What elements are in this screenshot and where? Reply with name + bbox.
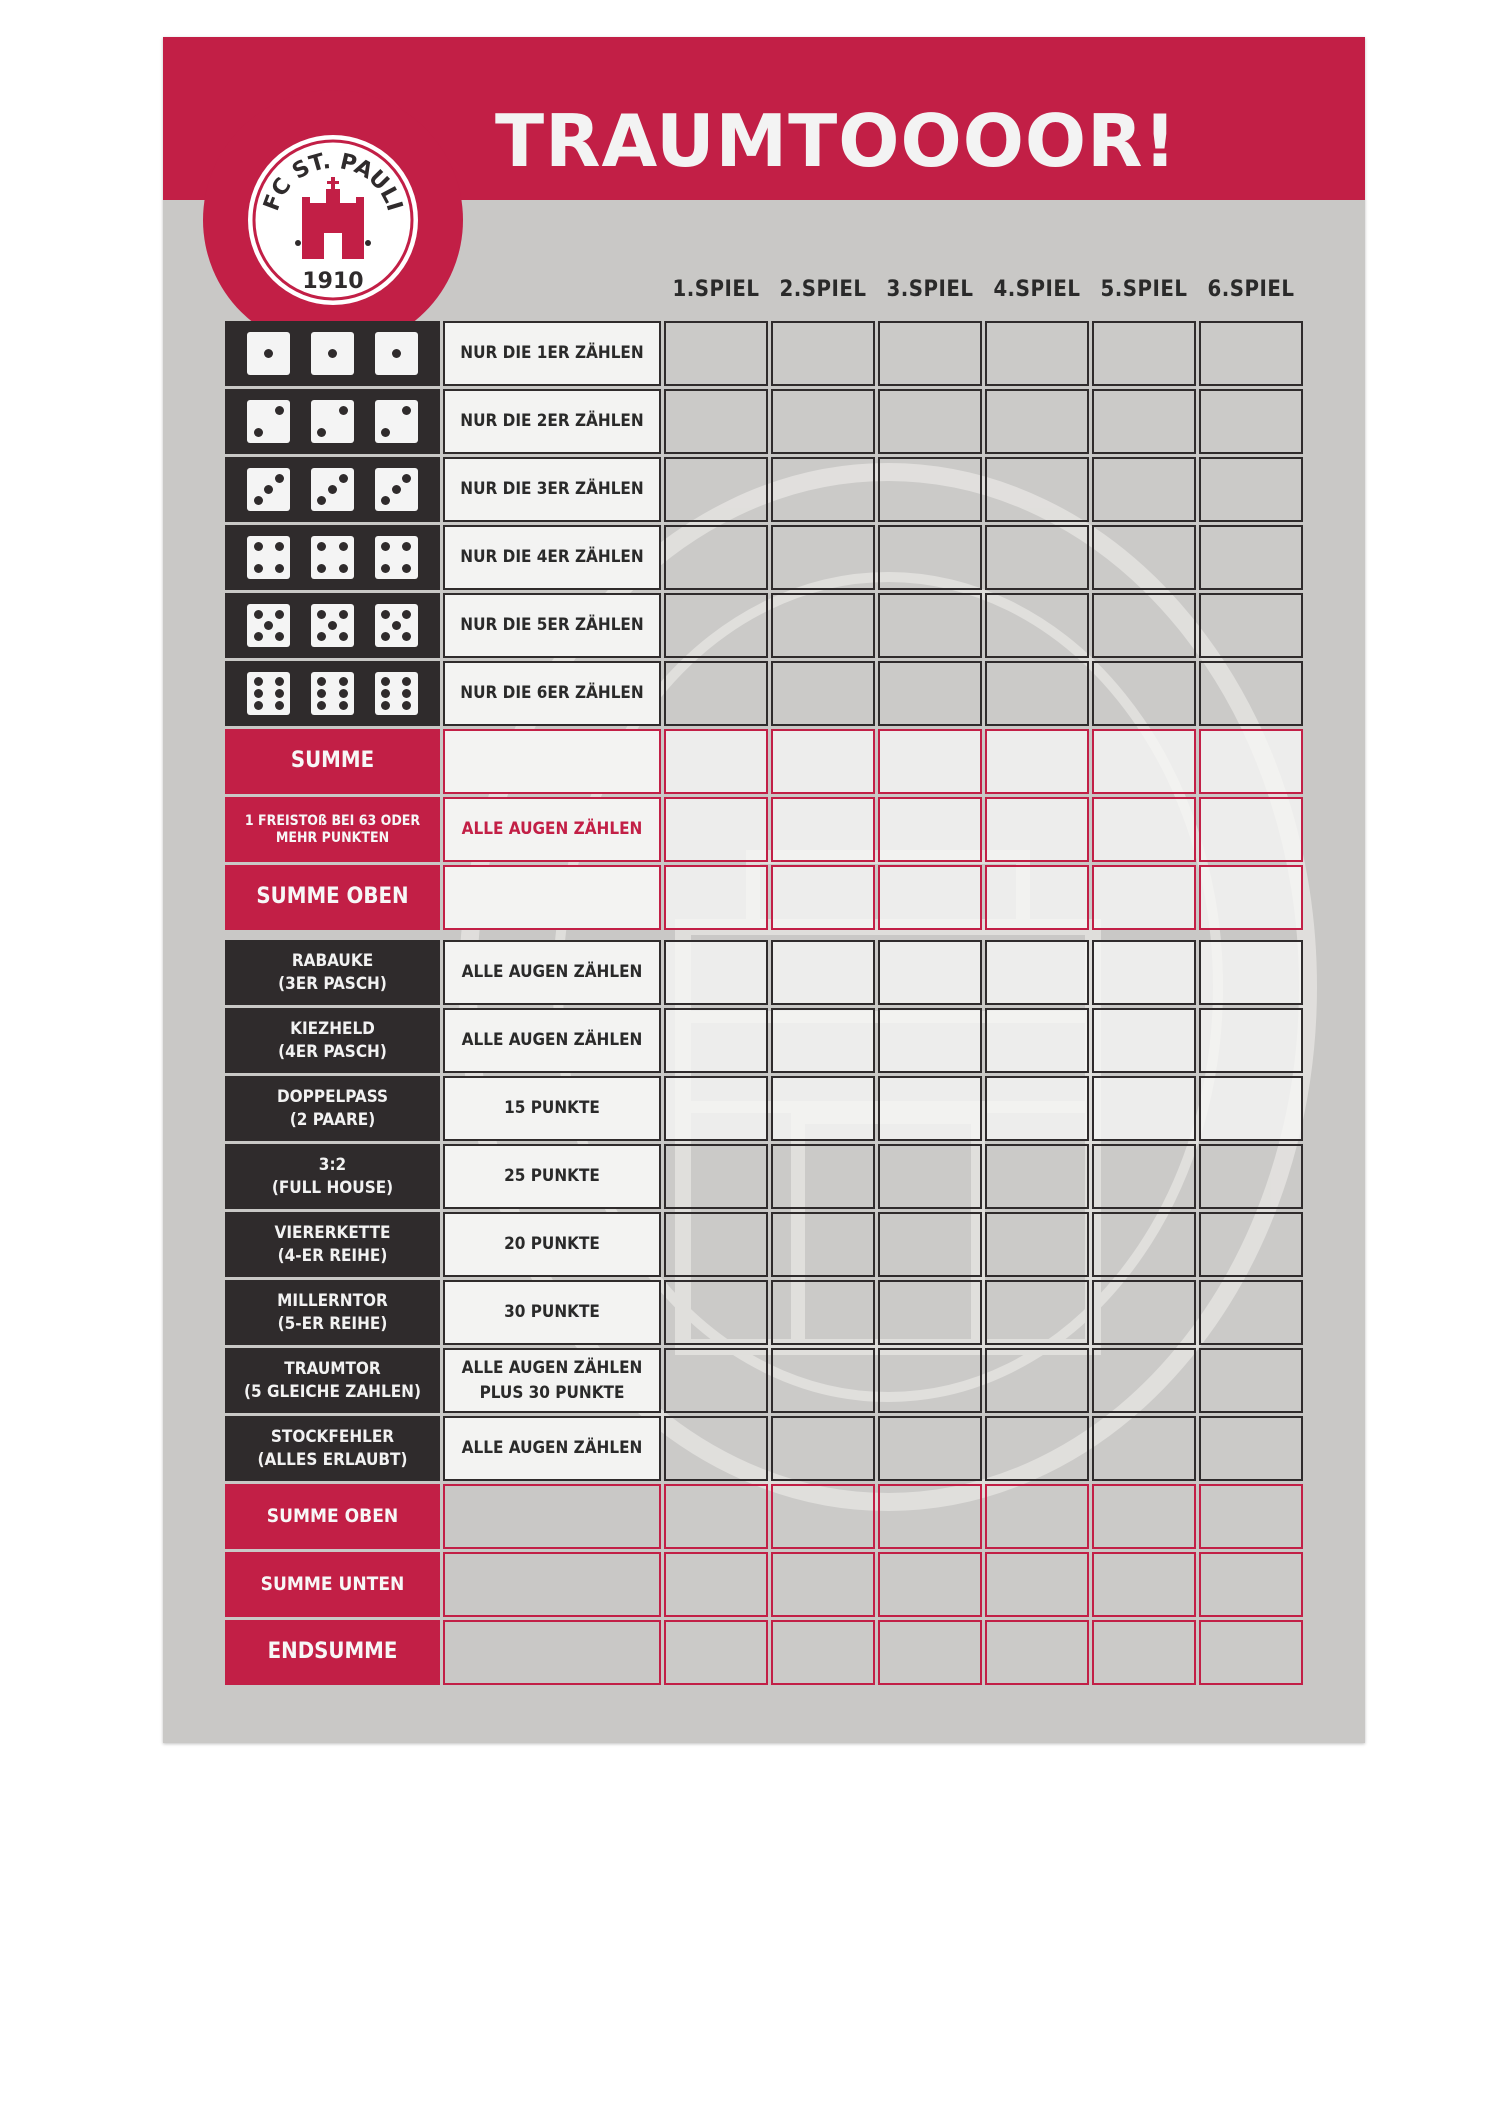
rule-description <box>443 321 661 386</box>
die-icon <box>247 672 290 715</box>
dice-panel <box>225 525 440 590</box>
score-cell[interactable] <box>985 1484 1089 1549</box>
pip <box>328 349 337 358</box>
die-icon <box>375 604 418 647</box>
score-cell[interactable] <box>985 729 1089 794</box>
score-cell[interactable] <box>1199 1076 1303 1141</box>
final-total-label <box>225 1552 440 1617</box>
pip <box>381 496 390 505</box>
die-icon <box>247 332 290 375</box>
row-subtitle: (5-ER REIHE) <box>277 1313 388 1334</box>
score-cell[interactable] <box>985 593 1089 658</box>
score-cell[interactable] <box>664 1416 768 1481</box>
pip <box>339 689 348 698</box>
rule-description <box>443 1280 661 1345</box>
pip <box>402 406 411 415</box>
row-subtitle: (3ER PASCH) <box>278 973 387 994</box>
rule-description <box>443 940 661 1005</box>
pip <box>328 621 337 630</box>
pip <box>402 677 411 686</box>
lower-row-label <box>225 1144 440 1209</box>
pip <box>339 610 348 619</box>
score-cell[interactable] <box>771 661 875 726</box>
score-cell[interactable] <box>878 389 982 454</box>
score-cell[interactable] <box>771 865 875 930</box>
row-subtitle: (ALLES ERLAUBT) <box>257 1449 408 1470</box>
score-cell[interactable] <box>985 940 1089 1005</box>
score-cell[interactable] <box>1092 1416 1196 1481</box>
rule-text: NUR DIE 3ER ZÄHLEN <box>460 479 644 500</box>
score-cell[interactable] <box>664 457 768 522</box>
column-header: 2.SPIEL <box>779 277 867 302</box>
row-name: RABAUKE <box>291 951 374 972</box>
score-cell[interactable] <box>1092 1620 1196 1685</box>
score-cell[interactable] <box>771 1416 875 1481</box>
score-cell[interactable] <box>1092 797 1196 862</box>
pip <box>254 542 263 551</box>
score-cell[interactable] <box>1092 1484 1196 1549</box>
score-cell[interactable] <box>664 865 768 930</box>
pip <box>392 485 401 494</box>
score-cell[interactable] <box>985 1212 1089 1277</box>
rule-description <box>443 525 661 590</box>
pip <box>402 564 411 573</box>
score-cell[interactable] <box>1092 1348 1196 1413</box>
score-cell[interactable] <box>878 1348 982 1413</box>
score-cell[interactable] <box>985 1620 1089 1685</box>
score-cell[interactable] <box>878 321 982 386</box>
pip <box>317 610 326 619</box>
score-cell[interactable] <box>878 729 982 794</box>
die-icon <box>375 672 418 715</box>
die-icon <box>375 468 418 511</box>
pip <box>381 701 390 710</box>
score-cell[interactable] <box>771 797 875 862</box>
score-cell[interactable] <box>985 1076 1089 1141</box>
rule-description <box>443 593 661 658</box>
dice-panel <box>225 321 440 386</box>
score-cell[interactable] <box>1199 1620 1303 1685</box>
score-cell[interactable] <box>1199 1552 1303 1617</box>
score-cell[interactable] <box>771 940 875 1005</box>
score-cell[interactable] <box>878 457 982 522</box>
score-cell[interactable] <box>1092 1076 1196 1141</box>
pip <box>264 349 273 358</box>
page-title: TRAUMTOOOOR! <box>495 99 1178 183</box>
pip <box>339 542 348 551</box>
score-cell[interactable] <box>1199 525 1303 590</box>
total-label-text: SUMME <box>290 748 375 774</box>
pip <box>339 701 348 710</box>
rule-description <box>443 1144 661 1209</box>
score-cell[interactable] <box>985 1144 1089 1209</box>
score-cell[interactable] <box>771 1144 875 1209</box>
score-cell[interactable] <box>878 1552 982 1617</box>
column-header: 3.SPIEL <box>886 277 974 302</box>
score-cell[interactable] <box>878 1280 982 1345</box>
score-cell[interactable] <box>1092 1280 1196 1345</box>
total-description <box>443 797 661 862</box>
score-cell[interactable] <box>985 321 1089 386</box>
score-cell[interactable] <box>664 1008 768 1073</box>
pip <box>317 689 326 698</box>
score-cell[interactable] <box>1092 1008 1196 1073</box>
score-cell[interactable] <box>1199 661 1303 726</box>
pip <box>402 632 411 641</box>
pip <box>317 428 326 437</box>
score-cell[interactable] <box>985 1552 1089 1617</box>
score-cell[interactable] <box>878 593 982 658</box>
score-cell[interactable] <box>664 1144 768 1209</box>
rule-text: 30 PUNKTE <box>504 1302 600 1323</box>
total-label-text: SUMME OBEN <box>266 1505 399 1528</box>
column-header: 5.SPIEL <box>1100 277 1188 302</box>
pip <box>381 428 390 437</box>
score-cell[interactable] <box>771 1620 875 1685</box>
upper-total-label <box>225 729 440 794</box>
pip <box>254 564 263 573</box>
score-cell[interactable] <box>664 1212 768 1277</box>
score-cell[interactable] <box>664 1076 768 1141</box>
pip <box>275 632 284 641</box>
pip <box>402 542 411 551</box>
die-icon <box>247 468 290 511</box>
score-cell[interactable] <box>1199 1008 1303 1073</box>
logo-year: 1910 <box>302 269 364 294</box>
score-cell[interactable] <box>664 1348 768 1413</box>
die-icon <box>375 536 418 579</box>
score-cell[interactable] <box>878 1144 982 1209</box>
score-cell[interactable] <box>1092 865 1196 930</box>
pip <box>381 632 390 641</box>
score-cell[interactable] <box>771 1348 875 1413</box>
lower-row-label <box>225 1076 440 1141</box>
score-cell[interactable] <box>878 1076 982 1141</box>
score-cell[interactable] <box>1092 940 1196 1005</box>
dice-panel <box>225 457 440 522</box>
row-name: MILLERNTOR <box>277 1291 388 1312</box>
pip <box>254 677 263 686</box>
rule-text: 20 PUNKTE <box>504 1234 600 1255</box>
score-cell[interactable] <box>878 1416 982 1481</box>
die-icon <box>375 332 418 375</box>
pip <box>275 564 284 573</box>
die-icon <box>311 468 354 511</box>
total-label-text: 1 FREISTOß BEI 63 ODER MEHR PUNKTEN <box>244 812 421 846</box>
row-name: DOPPELPASS <box>276 1087 389 1108</box>
score-cell[interactable] <box>664 661 768 726</box>
pip <box>381 542 390 551</box>
score-cell[interactable] <box>985 661 1089 726</box>
pip <box>381 689 390 698</box>
die-icon <box>311 536 354 579</box>
score-cell[interactable] <box>771 1484 875 1549</box>
lower-row-label <box>225 1280 440 1345</box>
pip <box>402 689 411 698</box>
pip <box>275 701 284 710</box>
pip <box>254 610 263 619</box>
final-total-label <box>225 1484 440 1549</box>
pip <box>275 677 284 686</box>
score-cell[interactable] <box>771 593 875 658</box>
score-cell[interactable] <box>878 1008 982 1073</box>
logo-arc-text: FC ST. PAULI <box>259 148 407 215</box>
row-subtitle: (FULL HOUSE) <box>271 1177 394 1198</box>
rule-text: NUR DIE 5ER ZÄHLEN <box>460 615 644 636</box>
score-cell[interactable] <box>664 525 768 590</box>
pip <box>381 610 390 619</box>
score-cell[interactable] <box>878 1212 982 1277</box>
score-cell[interactable] <box>664 1280 768 1345</box>
score-cell[interactable] <box>1199 797 1303 862</box>
rule-description <box>443 457 661 522</box>
score-cell[interactable] <box>1092 729 1196 794</box>
score-cell[interactable] <box>664 1552 768 1617</box>
score-cell[interactable] <box>664 797 768 862</box>
total-description <box>443 1620 661 1685</box>
row-subtitle: (4ER PASCH) <box>278 1041 387 1062</box>
total-description <box>443 1552 661 1617</box>
die-icon <box>311 400 354 443</box>
score-cell[interactable] <box>771 321 875 386</box>
pip <box>275 474 284 483</box>
total-description <box>443 1484 661 1549</box>
score-cell[interactable] <box>1199 1212 1303 1277</box>
score-cell[interactable] <box>771 1008 875 1073</box>
column-header: 4.SPIEL <box>993 277 1081 302</box>
column-header: 6.SPIEL <box>1207 277 1295 302</box>
rule-text: NUR DIE 6ER ZÄHLEN <box>460 683 644 704</box>
score-cell[interactable] <box>1199 1416 1303 1481</box>
score-cell[interactable] <box>664 729 768 794</box>
row-subtitle: (5 GLEICHE ZAHLEN) <box>244 1381 421 1402</box>
row-name: 3:2 <box>318 1155 347 1176</box>
row-name: KIEZHELD <box>290 1019 375 1040</box>
score-cell[interactable] <box>985 525 1089 590</box>
pip <box>264 485 273 494</box>
upper-total-label <box>225 797 440 862</box>
score-cell[interactable] <box>985 1280 1089 1345</box>
pip <box>275 689 284 698</box>
pip <box>402 610 411 619</box>
score-cell[interactable] <box>1092 457 1196 522</box>
score-cell[interactable] <box>664 389 768 454</box>
final-total-label <box>225 1620 440 1685</box>
score-cell[interactable] <box>1199 1144 1303 1209</box>
total-label-text: SUMME UNTEN <box>260 1573 405 1596</box>
lower-row-label <box>225 1416 440 1481</box>
pip <box>317 496 326 505</box>
score-cell[interactable] <box>1199 321 1303 386</box>
rule-text: ALLE AUGEN ZÄHLEN <box>461 1030 643 1051</box>
column-header: 1.SPIEL <box>672 277 760 302</box>
total-label-text: SUMME OBEN <box>256 884 409 910</box>
pip <box>254 701 263 710</box>
pip <box>392 621 401 630</box>
total-label-text: ENDSUMME <box>267 1639 398 1665</box>
score-cell[interactable] <box>1199 729 1303 794</box>
score-cell[interactable] <box>771 1552 875 1617</box>
pip <box>339 632 348 641</box>
score-cell[interactable] <box>1092 1144 1196 1209</box>
score-cell[interactable] <box>1199 865 1303 930</box>
pip <box>339 677 348 686</box>
club-crest-logo <box>246 133 420 307</box>
score-sheet <box>163 37 1365 1743</box>
score-cell[interactable] <box>1092 661 1196 726</box>
pip <box>275 542 284 551</box>
pip <box>339 474 348 483</box>
score-cell[interactable] <box>664 1484 768 1549</box>
score-cell[interactable] <box>1199 940 1303 1005</box>
row-subtitle: (4-ER REIHE) <box>277 1245 388 1266</box>
die-icon <box>311 604 354 647</box>
score-cell[interactable] <box>1199 593 1303 658</box>
lower-row-label <box>225 1212 440 1277</box>
score-cell[interactable] <box>878 865 982 930</box>
score-cell[interactable] <box>1092 1212 1196 1277</box>
die-icon <box>247 536 290 579</box>
score-cell[interactable] <box>1092 1552 1196 1617</box>
rule-text: ALLE AUGEN ZÄHLEN <box>461 962 643 983</box>
score-cell[interactable] <box>664 593 768 658</box>
pip <box>254 632 263 641</box>
rule-description <box>443 1348 661 1413</box>
score-cell[interactable] <box>878 797 982 862</box>
rule-description <box>443 1212 661 1277</box>
row-subtitle: (2 PAARE) <box>289 1109 376 1130</box>
pip <box>264 621 273 630</box>
dice-panel <box>225 593 440 658</box>
score-cell[interactable] <box>985 1416 1089 1481</box>
pip <box>317 564 326 573</box>
die-icon <box>247 604 290 647</box>
pip <box>275 610 284 619</box>
pip <box>275 406 284 415</box>
rule-text: 15 PUNKTE <box>504 1098 600 1119</box>
dice-panel <box>225 661 440 726</box>
pip <box>254 428 263 437</box>
pip <box>317 632 326 641</box>
score-cell[interactable] <box>771 457 875 522</box>
rule-description <box>443 389 661 454</box>
rule-description <box>443 1076 661 1141</box>
score-cell[interactable] <box>878 661 982 726</box>
dice-panel <box>225 389 440 454</box>
pip <box>381 677 390 686</box>
score-cell[interactable] <box>878 1620 982 1685</box>
score-cell[interactable] <box>1199 457 1303 522</box>
score-cell[interactable] <box>1092 593 1196 658</box>
pip <box>254 496 263 505</box>
score-cell[interactable] <box>878 1484 982 1549</box>
score-cell[interactable] <box>1199 389 1303 454</box>
score-cell[interactable] <box>985 389 1089 454</box>
rule-text: ALLE AUGEN ZÄHLEN <box>461 1438 643 1459</box>
score-cell[interactable] <box>771 1280 875 1345</box>
total-description <box>443 865 661 930</box>
score-cell[interactable] <box>985 1008 1089 1073</box>
rule-description <box>443 1416 661 1481</box>
die-icon <box>247 400 290 443</box>
score-cell[interactable] <box>985 797 1089 862</box>
score-cell[interactable] <box>1199 1280 1303 1345</box>
pip <box>254 689 263 698</box>
upper-total-label <box>225 865 440 930</box>
pip <box>402 701 411 710</box>
lower-row-label <box>225 1008 440 1073</box>
score-cell[interactable] <box>771 525 875 590</box>
score-cell[interactable] <box>1092 321 1196 386</box>
score-cell[interactable] <box>664 940 768 1005</box>
row-name: STOCKFEHLER <box>270 1427 395 1448</box>
total-description <box>443 729 661 794</box>
die-icon <box>311 332 354 375</box>
row-name: TRAUMTOR <box>284 1359 381 1380</box>
pip <box>339 564 348 573</box>
score-cell[interactable] <box>771 1076 875 1141</box>
rule-text: NUR DIE 2ER ZÄHLEN <box>460 411 644 432</box>
pip <box>328 485 337 494</box>
pip <box>317 677 326 686</box>
score-cell[interactable] <box>771 729 875 794</box>
score-cell[interactable] <box>878 940 982 1005</box>
score-cell[interactable] <box>985 457 1089 522</box>
pip <box>381 564 390 573</box>
lower-row-label <box>225 940 440 1005</box>
pip <box>339 406 348 415</box>
rule-description <box>443 1008 661 1073</box>
score-cell[interactable] <box>664 1620 768 1685</box>
score-cell[interactable] <box>985 865 1089 930</box>
die-icon <box>311 672 354 715</box>
score-cell[interactable] <box>771 389 875 454</box>
rule-text: NUR DIE 4ER ZÄHLEN <box>460 547 644 568</box>
pip <box>402 474 411 483</box>
score-cell[interactable] <box>1092 389 1196 454</box>
lower-row-label <box>225 1348 440 1413</box>
score-cell[interactable] <box>1199 1484 1303 1549</box>
rule-text: NUR DIE 1ER ZÄHLEN <box>460 343 644 364</box>
score-cell[interactable] <box>878 525 982 590</box>
score-cell[interactable] <box>771 1212 875 1277</box>
rule-text-2: PLUS 30 PUNKTE <box>479 1382 625 1403</box>
pip <box>317 542 326 551</box>
pip <box>317 701 326 710</box>
score-cell[interactable] <box>985 1348 1089 1413</box>
die-icon <box>375 400 418 443</box>
score-cell[interactable] <box>664 321 768 386</box>
row-name: VIERERKETTE <box>274 1223 391 1244</box>
pip <box>392 349 401 358</box>
score-cell[interactable] <box>1199 1348 1303 1413</box>
rule-text: 25 PUNKTE <box>504 1166 600 1187</box>
score-cell[interactable] <box>1092 525 1196 590</box>
rule-description <box>443 661 661 726</box>
rule-text: ALLE AUGEN ZÄHLEN <box>461 1357 643 1378</box>
total-desc-text: ALLE AUGEN ZÄHLEN <box>461 819 643 840</box>
